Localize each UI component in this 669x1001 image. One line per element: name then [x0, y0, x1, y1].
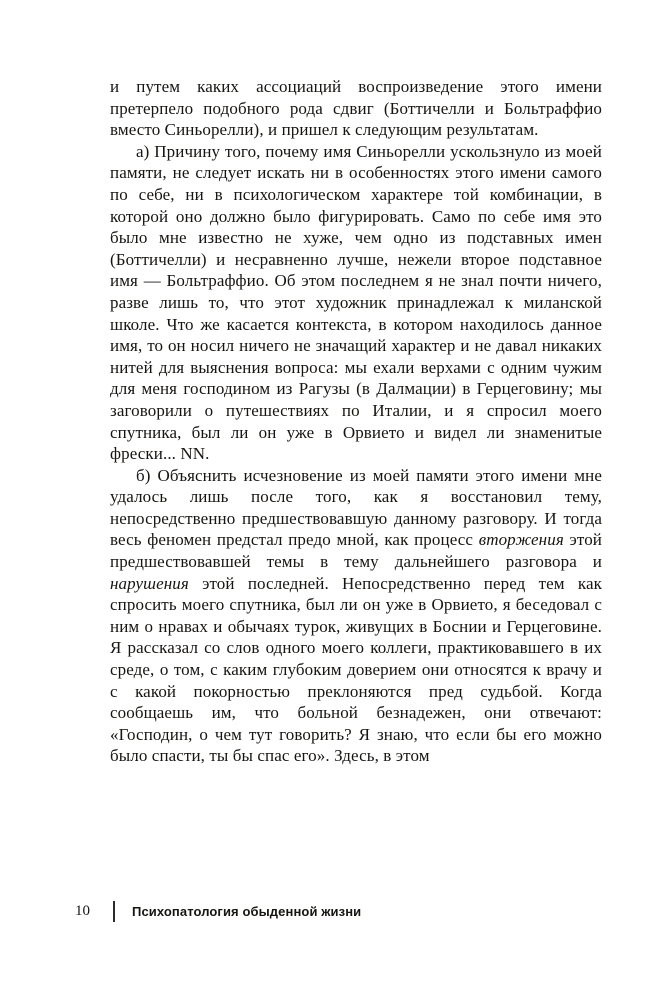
paragraph [110, 76, 602, 141]
text-segment: этой предшествовавшей темы в тему дальнейшего разговора и [110, 530, 602, 572]
page-text [110, 76, 602, 767]
page-footer [75, 901, 361, 922]
footer-divider [113, 901, 115, 922]
paragraph [110, 465, 602, 767]
running-title: Психопатология обыденной жизни [132, 904, 362, 919]
text-segment: а) Причину того, почему имя Синьорелли ускользнуло из моей памяти, не следует искать ни в особенностях этого имени самого по себе, ни в психологическом характере той комбинации, в которой оно должно было фигурировать. Само по себе имя это было мне известно не хуже, чем одно из подставных имен (Боттичелли) и несравненно лучше, нежели второе подставное имя — Больтраффио. Об этом последнем я не знал почти ничего, разве лишь то, что этот художник принадлежал к миланской школе. Что же касается контекста, в котором находилось данное имя, то он носил ничего не значащий характер и не давал никаких нитей для выяснения вопроса: мы ехали верхами с одним чужим для меня господином из Рагузы (в Далмации) в Герцеговину; мы заговорили о путешествиях по Италии, и я спросил моего спутника, был ли он уже в Орвието и видел ли знаменитые фрески... NN. [110, 141, 602, 464]
text-segment: б) Объяснить исчезновение из моей памяти этого имени мне удалось лишь после того, как я восстановил тему, непосредственно предшествовавшую данному разговору. И тогда весь феномен предстал предо мной, как процесс [110, 465, 602, 550]
text-segment: и путем каких ассоциаций воспроизведение этого имени претерпело подобного рода сдвиг (Боттичелли и Больтраффио вместо Синьорелли), и пришел к следующим результатам. [110, 77, 602, 140]
page-number: 10 [75, 903, 90, 919]
italic-text-segment: нарушения [110, 573, 189, 593]
italic-text-segment: вторжения [478, 530, 564, 550]
paragraph [110, 141, 602, 465]
text-segment: этой последней. Непосредственно перед тем как спросить моего спутника, был ли он уже в Орвието, я беседовал с ним о нравах и обычаях турок, живущих в Боснии и Герцеговине. Я рассказал со слов одного моего коллеги, практиковавшего в их среде, о том, с каким глубоким доверием они относятся к врачу и с какой покорностью преклоняются пред судьбой. Когда сообщаешь им, что больной безнадежен, они отвечают: «Господин, о чем тут говорить? Я знаю, что если бы его можно было спасти, ты бы спас его». Здесь, в этом [110, 573, 602, 766]
